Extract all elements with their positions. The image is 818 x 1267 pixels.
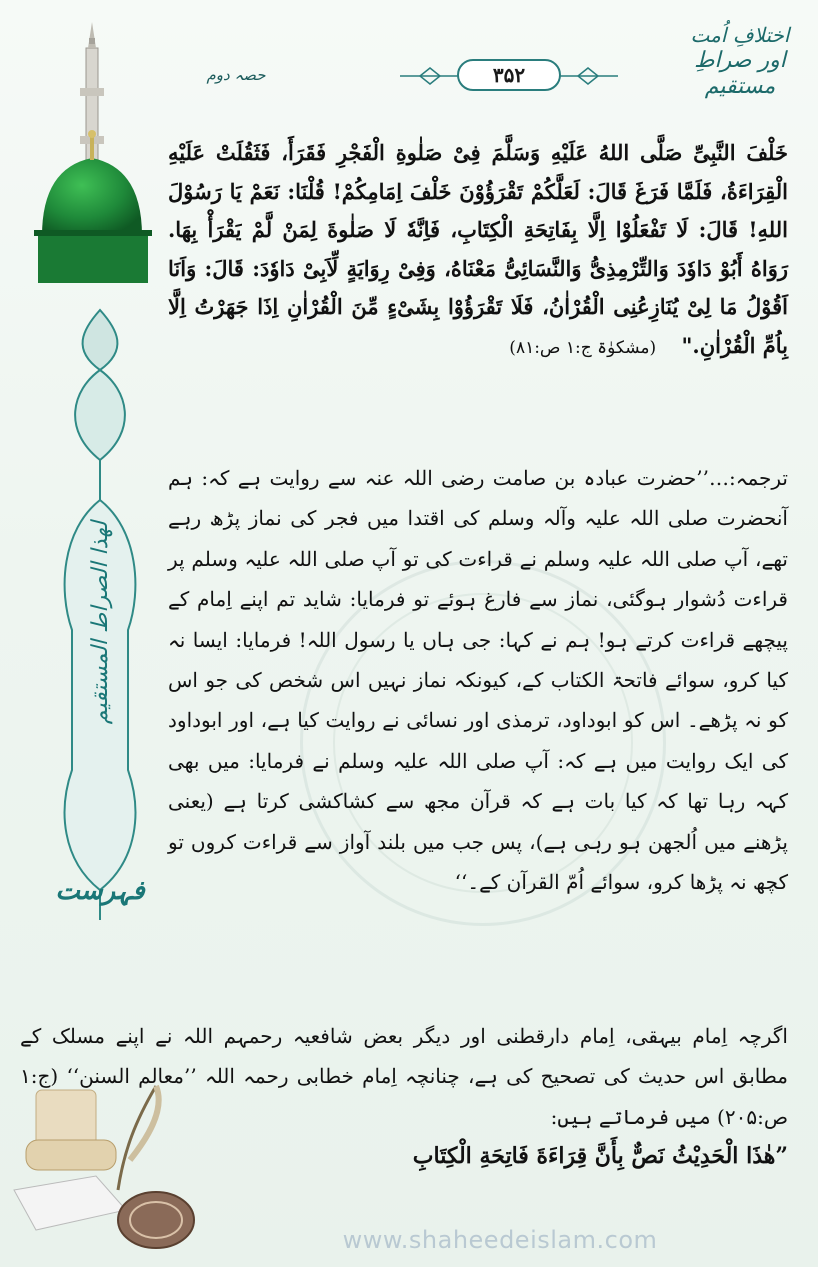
- hadith-reference: (مشکوٰۃ ج:۱ ص:۸۱): [509, 337, 657, 358]
- arabic-quote-line: ”هٰذَا الْحَدِيْثُ نَصٌّ بِأَنَّ قِرَاءَةَ فَاتِحَةِ الْكِتَابِ: [412, 1143, 788, 1169]
- book-title-line1: اختلافِ اُمت: [690, 23, 790, 47]
- page-number: ۳۵۲: [492, 63, 526, 87]
- mosque-dome-icon: [28, 18, 158, 288]
- arabic-hadith-paragraph: [168, 134, 788, 367]
- urdu-translation-paragraph: ترجمہ:…’’حضرت عبادہ بن صامت رضی اللہ عنہ سے روایت ہے کہ: ہم آنحضرت صلی اللہ علیہ وآلہ وسلم کی اقتدا میں فجر کی نماز پڑھ رہے تھے، آپ صلی اللہ علیہ وسلم نے قراءت کی تو آپ صلی اللہ علیہ وسلم پر قراءت دُشوار ہوگئی، نماز سے فارغ ہوئے تو فرمایا: شاید تم اپنے اِمام کے پیچھے قراءت کرتے ہو! ہم نے کہا: جی ہاں یا رسول اللہ! فرمایا: ایسا نہ کیا کرو، سوائے فاتحۃ الکتاب کے، کیونکہ نماز نہیں اس شخص کی جو اس کو نہ پڑھے۔ اس کو ابوداود، ترمذی اور نسائی نے روایت کیا ہے، اور ابوداود کی ایک روایت میں ہے کہ: آپ صلی اللہ علیہ وسلم نے فرمایا: میں بھی کہہ رہا تھا کہ کیا بات ہے کہ قرآن مجھ سے کشاکشی کرتا ہے (یعنی پڑھنے میں اُلجھن ہو رہی ہے)، پس جب میں بلند آواز سے قراءت کروں تو کچھ نہ پڑھا کرو، سوائے اُمّ القرآن کے۔‘‘: [168, 466, 789, 895]
- book-title: [680, 22, 800, 100]
- arabic-hadith-text: خَلْفَ النَّبِیِّ صَلَّى اللهُ عَلَيْهِ وَسَلَّمَ فِیْ صَلٰوةِ الْفَجْرِ فَقَرَأَ، فَثَقُلَتْ عَلَيْهِ الْقِرَاءَةُ، فَلَمَّا فَرَغَ قَالَ: لَعَلَّكُمْ تَقْرَؤُوْنَ خَلْفَ اِمَامِكُمْ! قُلْنَا: نَعَمْ يَا رَسُوْلَ اللهِ! قَالَ: لَا تَفْعَلُوْا اِلَّا بِفَاتِحَةِ الْكِتَابِ، فَاِنَّهٗ لَا صَلٰوةَ لِمَنْ لَّمْ يَقْرَأْ بِهَا. رَوَاهُ أَبُوْ دَاوٗدَ وَالتِّرْمِذِیُّ وَالنَّسَائِیُّ مَعْنَاهُ، وَفِیْ رِوَايَةٍ لِّاَبِیْ دَاوٗدَ: قَالَ: وَاَنَا اَقُوْلُ مَا لِیْ يُنَازِعُنِی الْقُرْاٰنُ، فَلَا تَقْرَؤُوْا بِشَیْءٍ مِّنَ الْقُرْاٰنِ اِذَا جَهَرْتُ اِلَّا بِاُمِّ الْقُرْاٰنِ.": [168, 140, 788, 358]
- part-label: حصہ دوم: [206, 66, 266, 84]
- scroll-quill-seal-icon: [6, 1080, 206, 1260]
- website-url[interactable]: www.shaheedeislam.com: [342, 1226, 658, 1254]
- sidebar-title-text: لھذا الصراط المستقیم: [87, 521, 113, 725]
- book-title-line2: اور صراطِ مستقیم: [694, 48, 786, 99]
- urdu-commentary-paragraph: اگرچہ اِمام بیہقی، اِمام دارقطنی اور دیگر بعض شافعیہ رحمہم اللہ نے اپنے مسلک کے مطابق اس حدیث کی تصحیح کی ہے، چنانچہ اِمام خطابی رحمہ اللہ ’’معالم السنن‘‘ (ج:۱ ص:۲۰۵) میں فرماتے ہیں:: [20, 1024, 788, 1129]
- page-number-ornament: [400, 56, 618, 96]
- sidebar-vertical-title: [60, 508, 140, 738]
- index-link[interactable]: فہرست: [55, 876, 145, 906]
